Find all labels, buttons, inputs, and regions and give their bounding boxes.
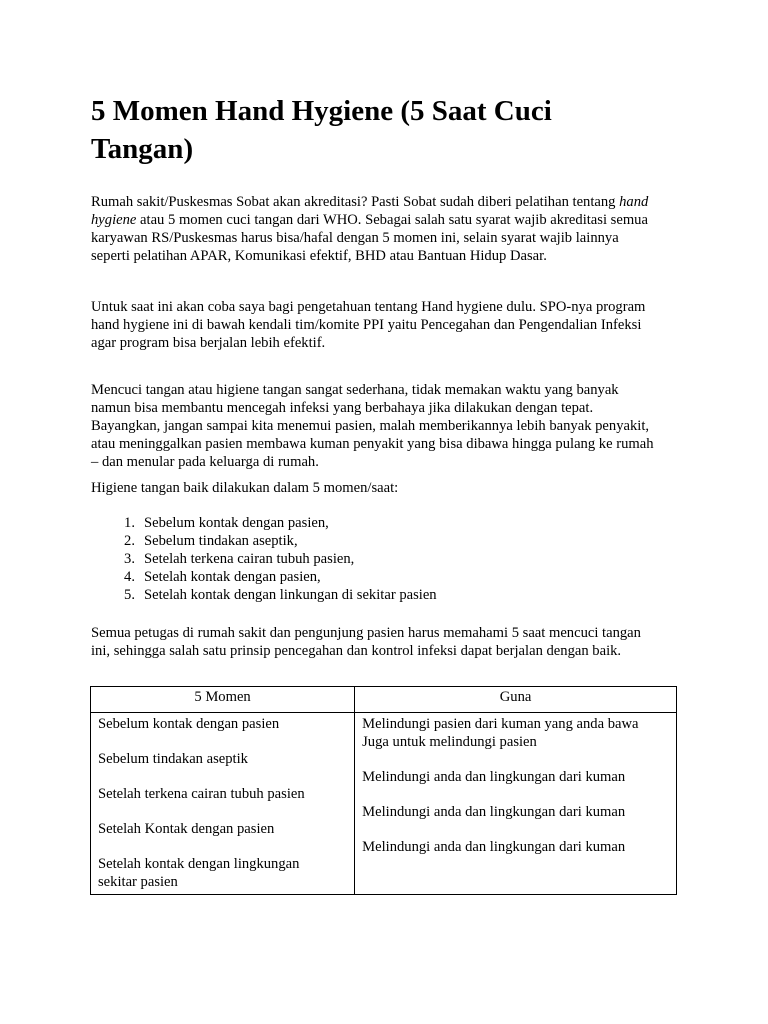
use-entry: Melindungi anda dan lingkungan dari kuman [362, 839, 626, 855]
handwashing-paragraph [91, 381, 654, 471]
list-number: 3. [124, 551, 135, 567]
use-entry: Melindungi pasien dari kuman yang anda bawa [362, 716, 639, 732]
list-text: Sebelum tindakan aseptik, [144, 533, 298, 549]
use-entry: Melindungi anda dan lingkungan dari kuman [362, 804, 626, 820]
closing-paragraph [91, 624, 641, 660]
moment-entry: Setelah kontak dengan lingkungan [98, 856, 300, 872]
list-item [91, 514, 437, 532]
paragraph-line: agar program bisa berjalan lebih efektif. [91, 335, 326, 351]
list-item [91, 532, 437, 550]
title-line-1: 5 Momen Hand Hygiene (5 Saat Cuci [91, 95, 552, 127]
list-text: Sebelum kontak dengan pasien, [144, 515, 329, 531]
paragraph-line: Untuk saat ini akan coba saya bagi pengetahuan tentang Hand hygiene dulu. SPO-nya program [91, 299, 646, 315]
moment-entry: Sebelum tindakan aseptik [98, 751, 248, 767]
list-number: 1. [124, 515, 135, 531]
paragraph-line [91, 193, 648, 211]
use-entry: Juga untuk melindungi pasien [362, 734, 537, 750]
title-line-2: Tangan) [91, 133, 194, 165]
paragraph-line: atau meninggalkan pasien membawa kuman penyakit yang bisa dibawa hingga pulang ke rumah [91, 436, 654, 452]
page-title [91, 92, 651, 168]
paragraph-text: atau 5 momen cuci tangan dari WHO. Sebagai salah satu syarat wajib akreditasi semua [136, 212, 648, 228]
moment-entry: Sebelum kontak dengan pasien [98, 716, 280, 732]
moments-cell [91, 713, 355, 895]
italic-term: hygiene [91, 212, 137, 228]
list-intro: Higiene tangan baik dilakukan dalam 5 momen/saat: [91, 480, 399, 496]
paragraph-line [91, 211, 648, 229]
list-number: 4. [124, 569, 135, 585]
uses-cell [355, 713, 677, 895]
table-row [91, 713, 677, 895]
use-entry: Melindungi anda dan lingkungan dari kuman [362, 769, 626, 785]
table-header-row [91, 687, 677, 713]
paragraph-line: hand hygiene ini di bawah kendali tim/komite PPI yaitu Pencegahan dan Pengendalian Infeksi [91, 317, 642, 333]
paragraph-line: namun bisa membantu mencegah infeksi yang berbahaya jika dilakukan dengan tepat. [91, 400, 594, 416]
moment-entry: Setelah terkena cairan tubuh pasien [98, 786, 305, 802]
paragraph-line: – dan menular pada keluarga di rumah. [91, 454, 319, 470]
moment-entry: Setelah Kontak dengan pasien [98, 821, 275, 837]
moment-entry: sekitar pasien [98, 874, 178, 890]
italic-term: hand [619, 194, 649, 210]
moments-list [91, 514, 437, 604]
paragraph-line: Semua petugas di rumah sakit dan pengunjung pasien harus memahami 5 saat mencuci tangan [91, 625, 641, 641]
list-item [91, 586, 437, 604]
paragraph-line: karyawan RS/Puskesmas harus bisa/hafal dengan 5 momen ini, selain syarat wajib lainnya [91, 230, 619, 246]
spo-paragraph [91, 298, 645, 352]
paragraph-line: ini, sehingga salah satu prinsip pencegahan dan kontrol infeksi dapat berjalan dengan baik. [91, 643, 622, 659]
list-text: Setelah terkena cairan tubuh pasien, [144, 551, 355, 567]
table-header-moment: 5 Momen [91, 687, 355, 713]
moments-table [90, 686, 677, 895]
paragraph-line: Mencuci tangan atau higiene tangan sangat sederhana, tidak memakan waktu yang banyak [91, 382, 619, 398]
list-text: Setelah kontak dengan pasien, [144, 569, 321, 585]
list-number: 5. [124, 587, 135, 603]
list-item [91, 550, 437, 568]
paragraph-line: seperti pelatihan APAR, Komunikasi efektif, BHD atau Bantuan Hidup Dasar. [91, 248, 547, 264]
list-item [91, 568, 437, 586]
intro-paragraph [91, 193, 648, 265]
list-number: 2. [124, 533, 135, 549]
paragraph-line: Bayangkan, jangan sampai kita menemui pasien, malah memberikannya lebih banyak penyakit, [91, 418, 650, 434]
paragraph-text: Rumah sakit/Puskesmas Sobat akan akreditasi? Pasti Sobat sudah diberi pelatihan tentang [91, 194, 620, 210]
table-header-use: Guna [355, 687, 677, 713]
list-text: Setelah kontak dengan linkungan di sekitar pasien [144, 587, 437, 603]
